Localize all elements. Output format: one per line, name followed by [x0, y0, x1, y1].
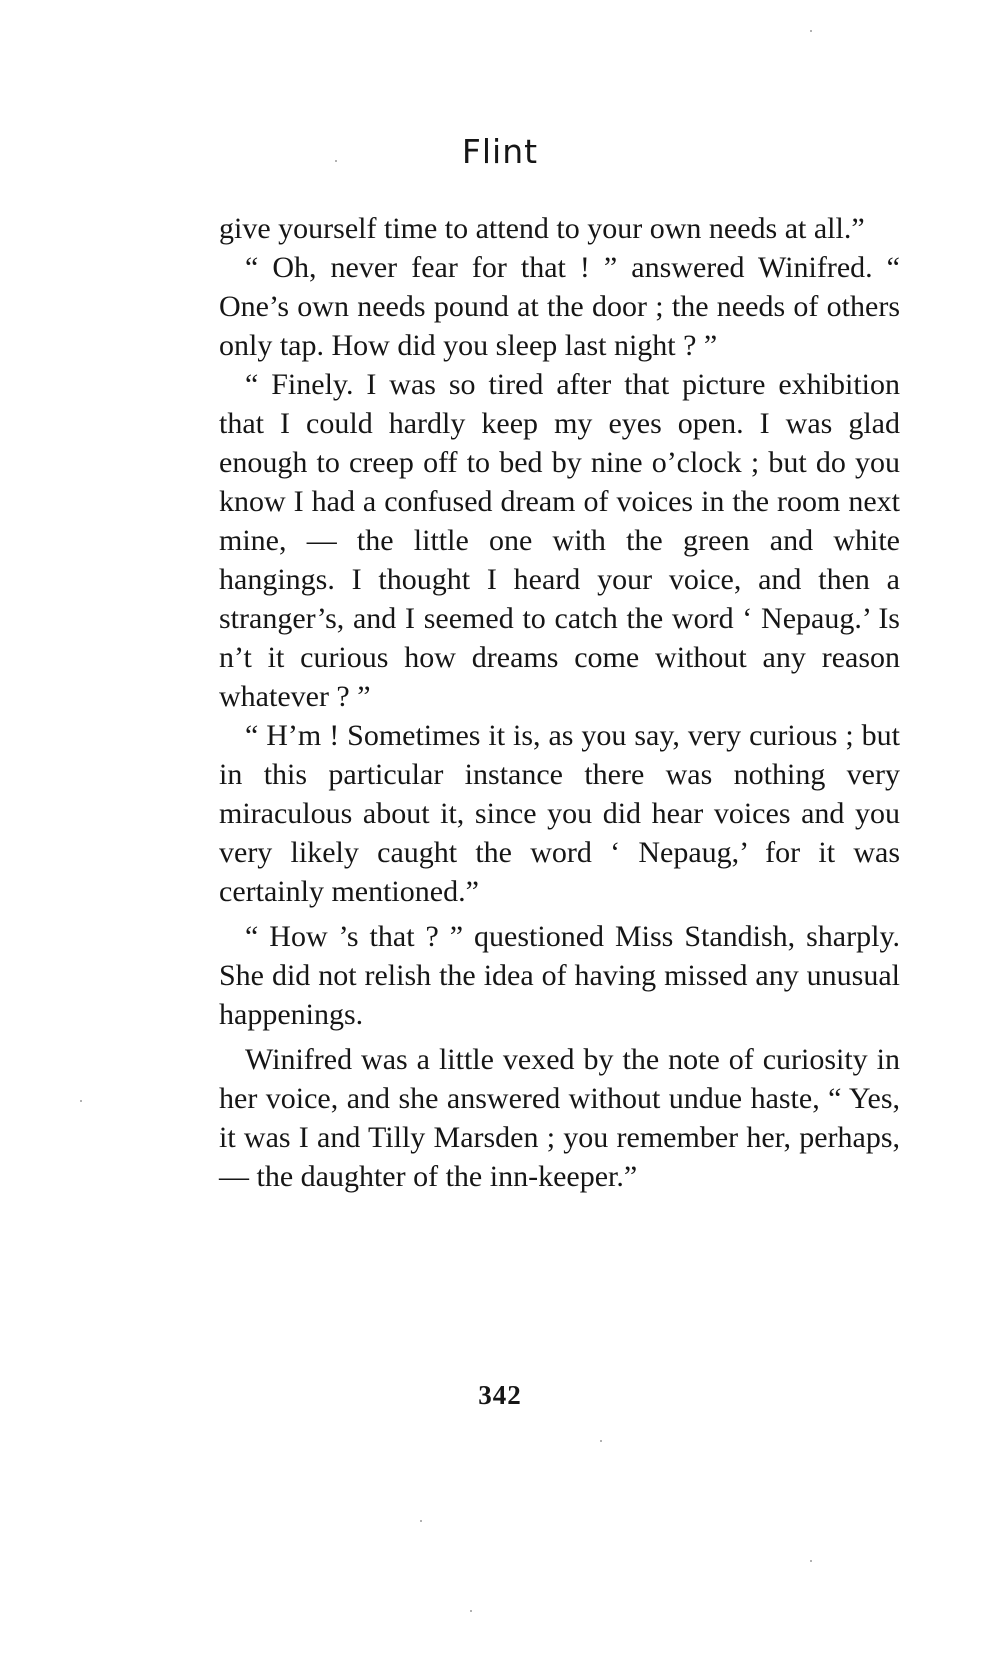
page-number: 342: [478, 1380, 522, 1410]
paper-speck: [600, 1440, 602, 1442]
paragraph: “ H’m ! Sometimes it is, as you say, very curious ; but in this particular instance there was nothing very miraculous about it, since you did hear voices and you very likely caught the word ‘ Nepaug,’ for it was certainly mentioned.”: [219, 719, 900, 908]
paragraph: give yourself time to attend to your own needs at all.”: [219, 212, 865, 245]
paper-speck: [810, 30, 812, 32]
paper-speck: [810, 1560, 812, 1562]
paragraph: Winifred was a little vexed by the note of curiosity in her voice, and she answered without undue haste, “ Yes, it was I and Tilly Marsden ; you remember her, perhaps, — the daughter of the inn-keeper.”: [219, 1043, 900, 1193]
paper-speck: [470, 1610, 472, 1612]
paragraph: “ How ’s that ? ” questioned Miss Standish, sharply. She did not relish the idea of having missed any unusual happenings.: [219, 920, 900, 1031]
paragraph: “ Oh, never fear for that ! ” answered Winifred. “ One’s own needs pound at the door ; the needs of others only tap. How did you sleep last night ? ”: [219, 251, 900, 362]
paper-speck: [335, 160, 337, 162]
paper-speck: [420, 1520, 422, 1522]
running-head: Flint: [461, 132, 539, 171]
paragraph: “ Finely. I was so tired after that picture exhibition that I could hardly keep my eyes open. I was glad enough to creep off to bed by nine o’clock ; but do you know I had a confused dream of voices in the room next mine, — the little one with the green and white hangings. I thought I heard your voice, and then a stranger’s, and I seemed to catch the word ‘ Nepaug.’ Is n’t it curious how dreams come without any reason whatever ? ”: [219, 368, 900, 713]
paper-speck: [80, 1100, 82, 1102]
body-text: [219, 209, 900, 1196]
